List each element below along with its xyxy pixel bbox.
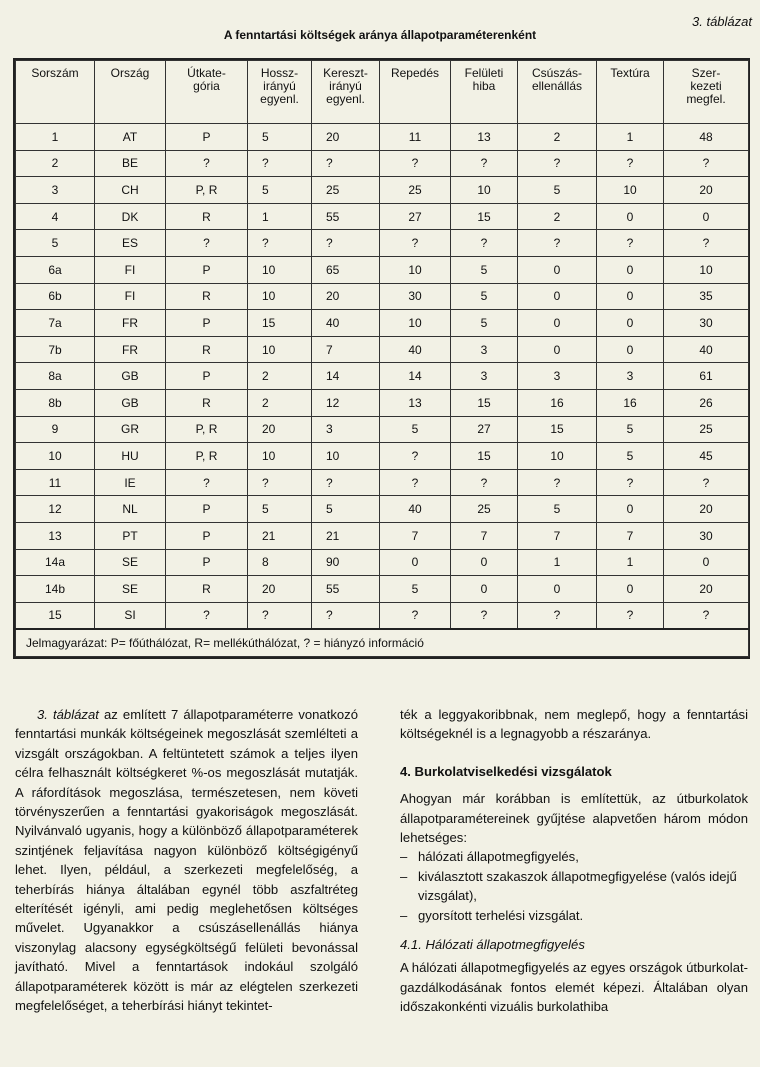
table-cell: 16 bbox=[597, 389, 664, 416]
table-cell: ? bbox=[518, 602, 597, 629]
column-header: Hossz- irányú egyenl. bbox=[248, 61, 312, 124]
table-cell: 6a bbox=[16, 256, 95, 283]
table-cell: ES bbox=[95, 230, 166, 257]
table-row bbox=[16, 256, 749, 283]
table-reference: 3. táblázat bbox=[37, 707, 99, 722]
left-text-column bbox=[15, 705, 358, 1016]
table-cell: 5 bbox=[16, 230, 95, 257]
table-cell: 11 bbox=[380, 124, 451, 151]
table-cell: 0 bbox=[664, 203, 749, 230]
table-cell: 9 bbox=[16, 416, 95, 443]
table-cell: 7 bbox=[380, 522, 451, 549]
table-cell: 12 bbox=[312, 389, 380, 416]
column-header: Csúszás- ellenállás bbox=[518, 61, 597, 124]
table-cell: 10 bbox=[248, 283, 312, 310]
table-cell: 15 bbox=[518, 416, 597, 443]
table-cell: 0 bbox=[597, 496, 664, 523]
legend-row bbox=[16, 629, 749, 657]
table-cell: CH bbox=[95, 177, 166, 204]
table-cell: 3 bbox=[451, 336, 518, 363]
table-cell: 8a bbox=[16, 363, 95, 390]
table-cell: P bbox=[166, 549, 248, 576]
table-cell: SI bbox=[95, 602, 166, 629]
table-row bbox=[16, 443, 749, 470]
table-row bbox=[16, 389, 749, 416]
table-cell: 2 bbox=[248, 389, 312, 416]
table-cell: ? bbox=[380, 230, 451, 257]
table-cell: 20 bbox=[664, 576, 749, 603]
table-cell: 5 bbox=[248, 177, 312, 204]
table-cell: R bbox=[166, 576, 248, 603]
table-cell: 3 bbox=[518, 363, 597, 390]
table-header-row bbox=[16, 61, 749, 124]
table-cell: P bbox=[166, 363, 248, 390]
table-cell: 1 bbox=[248, 203, 312, 230]
table-cell: 5 bbox=[597, 443, 664, 470]
table-cell: FI bbox=[95, 283, 166, 310]
table-cell: ? bbox=[380, 443, 451, 470]
table-cell: 7a bbox=[16, 310, 95, 337]
table-cell: 0 bbox=[597, 310, 664, 337]
table-cell: 61 bbox=[664, 363, 749, 390]
table-cell: 5 bbox=[248, 496, 312, 523]
table-row bbox=[16, 203, 749, 230]
table-cell: P bbox=[166, 256, 248, 283]
table-cell: ? bbox=[312, 602, 380, 629]
table-cell: R bbox=[166, 283, 248, 310]
column-header: Repedés bbox=[380, 61, 451, 124]
table-cell: 10 bbox=[664, 256, 749, 283]
table-row bbox=[16, 469, 749, 496]
table-cell: 10 bbox=[380, 256, 451, 283]
table-cell: 0 bbox=[597, 256, 664, 283]
table-cell: 10 bbox=[16, 443, 95, 470]
table-cell: 14b bbox=[16, 576, 95, 603]
table-cell: 3 bbox=[312, 416, 380, 443]
table-title: A fenntartási költségek aránya állapotparaméterenként bbox=[223, 28, 537, 42]
table-cell: 7b bbox=[16, 336, 95, 363]
table-row bbox=[16, 283, 749, 310]
table-cell: 1 bbox=[16, 124, 95, 151]
table-cell: 20 bbox=[664, 177, 749, 204]
table-cell: 20 bbox=[248, 576, 312, 603]
table-cell: 40 bbox=[380, 496, 451, 523]
table-row bbox=[16, 496, 749, 523]
table-cell: 13 bbox=[380, 389, 451, 416]
table-cell: P bbox=[166, 310, 248, 337]
list-item: – kiválasztott szakaszok állapotmegfigyelése (valós idejű vizsgálat), bbox=[400, 867, 748, 906]
list-item: – gyorsított terhelési vizsgálat. bbox=[400, 906, 748, 925]
table-cell: 0 bbox=[597, 336, 664, 363]
table-cell: 5 bbox=[248, 124, 312, 151]
table-cell: GB bbox=[95, 389, 166, 416]
table-cell: 0 bbox=[597, 283, 664, 310]
table-cell: ? bbox=[248, 602, 312, 629]
table-cell: P, R bbox=[166, 443, 248, 470]
table-cell: FI bbox=[95, 256, 166, 283]
table-cell: ? bbox=[451, 230, 518, 257]
column-header: Kereszt- irányú egyenl. bbox=[312, 61, 380, 124]
method-list bbox=[400, 847, 748, 925]
table-cell: 13 bbox=[451, 124, 518, 151]
body-paragraph: ték a leggyakoribbnak, nem meglepő, hogy a fenntartási költségeknél is a legnagyobb a részaránya. bbox=[400, 707, 748, 742]
table-cell: 10 bbox=[380, 310, 451, 337]
table-cell: 5 bbox=[451, 256, 518, 283]
table-cell: ? bbox=[518, 469, 597, 496]
table-cell: ? bbox=[380, 150, 451, 177]
right-text-column bbox=[400, 705, 748, 1017]
table-cell: 2 bbox=[16, 150, 95, 177]
table-cell: R bbox=[166, 203, 248, 230]
table-cell: 25 bbox=[380, 177, 451, 204]
table-cell: 48 bbox=[664, 124, 749, 151]
table-cell: ? bbox=[664, 602, 749, 629]
table-cell: 15 bbox=[451, 203, 518, 230]
table-cell: ? bbox=[451, 150, 518, 177]
table-cell: 16 bbox=[518, 389, 597, 416]
column-header: Ország bbox=[95, 61, 166, 124]
table-cell: 2 bbox=[518, 203, 597, 230]
table-cell: ? bbox=[380, 469, 451, 496]
table-cell: ? bbox=[380, 602, 451, 629]
table-cell: 14 bbox=[380, 363, 451, 390]
table-cell: 5 bbox=[380, 576, 451, 603]
table-row bbox=[16, 576, 749, 603]
table-cell: ? bbox=[312, 469, 380, 496]
table-cell: ? bbox=[664, 150, 749, 177]
table-row bbox=[16, 522, 749, 549]
table-number: 3. táblázat bbox=[692, 14, 752, 29]
column-header: Szer- kezeti megfel. bbox=[664, 61, 749, 124]
table-cell: 20 bbox=[312, 283, 380, 310]
table-cell: 0 bbox=[518, 576, 597, 603]
table-cell: 26 bbox=[664, 389, 749, 416]
table-cell: 7 bbox=[312, 336, 380, 363]
table-row bbox=[16, 124, 749, 151]
table-cell: IE bbox=[95, 469, 166, 496]
table-cell: ? bbox=[166, 230, 248, 257]
table-cell: 27 bbox=[451, 416, 518, 443]
table-cell: ? bbox=[664, 469, 749, 496]
table-cell: 0 bbox=[451, 549, 518, 576]
table-cell: 0 bbox=[518, 256, 597, 283]
table-cell: 45 bbox=[664, 443, 749, 470]
table-legend: Jelmagyarázat: P= főúthálózat, R= mellékúthálózat, ? = hiányzó információ bbox=[16, 629, 749, 657]
table-cell: 5 bbox=[597, 416, 664, 443]
table-cell: 25 bbox=[664, 416, 749, 443]
table-cell: FR bbox=[95, 336, 166, 363]
table-cell: ? bbox=[451, 602, 518, 629]
table-cell: NL bbox=[95, 496, 166, 523]
table-cell: 15 bbox=[248, 310, 312, 337]
table-cell: R bbox=[166, 389, 248, 416]
table-cell: R bbox=[166, 336, 248, 363]
table-cell: 10 bbox=[248, 443, 312, 470]
table-cell: 30 bbox=[380, 283, 451, 310]
table-cell: 10 bbox=[248, 256, 312, 283]
table-cell: 2 bbox=[248, 363, 312, 390]
table-cell: 14a bbox=[16, 549, 95, 576]
table-row bbox=[16, 602, 749, 629]
table-cell: 21 bbox=[248, 522, 312, 549]
table-cell: DK bbox=[95, 203, 166, 230]
table-cell: 10 bbox=[518, 443, 597, 470]
table-cell: 2 bbox=[518, 124, 597, 151]
table-cell: 15 bbox=[451, 389, 518, 416]
table-row bbox=[16, 416, 749, 443]
table-row bbox=[16, 336, 749, 363]
table-cell: 8 bbox=[248, 549, 312, 576]
table-cell: P bbox=[166, 124, 248, 151]
table-cell: 11 bbox=[16, 469, 95, 496]
table-cell: 40 bbox=[312, 310, 380, 337]
table-cell: 20 bbox=[248, 416, 312, 443]
column-header: Felületi hiba bbox=[451, 61, 518, 124]
table-cell: GR bbox=[95, 416, 166, 443]
table-cell: ? bbox=[166, 469, 248, 496]
table-row bbox=[16, 363, 749, 390]
table-cell: 10 bbox=[248, 336, 312, 363]
table-cell: 1 bbox=[597, 549, 664, 576]
table-cell: ? bbox=[597, 150, 664, 177]
table-cell: 40 bbox=[664, 336, 749, 363]
table-cell: 1 bbox=[518, 549, 597, 576]
cost-table bbox=[13, 58, 750, 659]
table-cell: 10 bbox=[597, 177, 664, 204]
table-cell: SE bbox=[95, 549, 166, 576]
table-cell: ? bbox=[166, 602, 248, 629]
table-cell: ? bbox=[518, 150, 597, 177]
table-cell: SE bbox=[95, 576, 166, 603]
table-cell: BE bbox=[95, 150, 166, 177]
column-header: Sorszám bbox=[16, 61, 95, 124]
column-header: Textúra bbox=[597, 61, 664, 124]
table-cell: 0 bbox=[518, 310, 597, 337]
table-cell: 3 bbox=[16, 177, 95, 204]
table-cell: 25 bbox=[312, 177, 380, 204]
table-cell: 10 bbox=[312, 443, 380, 470]
table-cell: 1 bbox=[597, 124, 664, 151]
table-cell: FR bbox=[95, 310, 166, 337]
table-cell: P, R bbox=[166, 177, 248, 204]
table-cell: 20 bbox=[312, 124, 380, 151]
table-cell: 12 bbox=[16, 496, 95, 523]
table-cell: ? bbox=[248, 150, 312, 177]
table-cell: 30 bbox=[664, 522, 749, 549]
table-cell: 13 bbox=[16, 522, 95, 549]
table-cell: 21 bbox=[312, 522, 380, 549]
table-cell: 3 bbox=[451, 363, 518, 390]
table-cell: 65 bbox=[312, 256, 380, 283]
table-cell: ? bbox=[312, 230, 380, 257]
table-cell: 35 bbox=[664, 283, 749, 310]
table-cell: 7 bbox=[518, 522, 597, 549]
table-cell: 5 bbox=[451, 310, 518, 337]
paragraph-text: az említett 7 állapotparaméterre vonatkozó fenntartási munkák költségeinek megoszlását szemlélteti a vizsgált országokban. A feltüntetett számok a teljes ilyen célra felhasznált költségkeret %-os megoszlását mutatják. A ráfordítások megoszlása, természetesen, nem követi törvényszerűen a fenntartási gyakoriságok megoszlását. Nyilvánvaló ugyanis, hogy a különböző állapotparaméterek szintjének feljavítása nagyon különböző költségigényű lehet. Ilyen, például, a szerkezeti megfelelőség, a teherbírás hiánya általában egynél több aszfaltréteg elterítését igényli, ami pedig meglehetősen költséges művelet. Ugyanakkor a csúszásellenállás hiánya viszonylag alacsony egységköltségű felületi bevonással javítható. Mivel a fenntartások indokául szolgáló állapotparaméterek között is már az elégtelen szerkezeti megfelelőséget, a teherbírási hiányt tekintet- bbox=[15, 707, 359, 1014]
table-cell: 0 bbox=[664, 549, 749, 576]
table-cell: 40 bbox=[380, 336, 451, 363]
table-cell: 15 bbox=[16, 602, 95, 629]
table-row bbox=[16, 150, 749, 177]
table-cell: HU bbox=[95, 443, 166, 470]
table-cell: 7 bbox=[597, 522, 664, 549]
table-cell: ? bbox=[312, 150, 380, 177]
body-paragraph: Ahogyan már korábban is említettük, az útburkolatok állapotparamétereinek gyűjtése alapvetően három módon lehetséges: bbox=[400, 791, 748, 846]
table-cell: ? bbox=[518, 230, 597, 257]
table-cell: 0 bbox=[451, 576, 518, 603]
table-cell: 55 bbox=[312, 576, 380, 603]
table-cell: PT bbox=[95, 522, 166, 549]
table-cell: ? bbox=[451, 469, 518, 496]
table-cell: 30 bbox=[664, 310, 749, 337]
table-cell: 8b bbox=[16, 389, 95, 416]
table-cell: 4 bbox=[16, 203, 95, 230]
table-cell: AT bbox=[95, 124, 166, 151]
table-cell: ? bbox=[597, 469, 664, 496]
table-cell: 5 bbox=[451, 283, 518, 310]
table-cell: ? bbox=[597, 230, 664, 257]
table-cell: 15 bbox=[451, 443, 518, 470]
table-cell: 14 bbox=[312, 363, 380, 390]
body-paragraph bbox=[15, 705, 358, 1016]
body-paragraph: A hálózati állapotmegfigyelés az egyes országok útburkolat-gazdálkodásának fontos elemét képezi. Általában olyan időszakonkénti vizuális burkolathiba bbox=[400, 960, 748, 1015]
table-cell: 0 bbox=[380, 549, 451, 576]
table-row bbox=[16, 230, 749, 257]
table-cell: 5 bbox=[380, 416, 451, 443]
subsection-heading: 4.1. Hálózati állapotmegfigyelés bbox=[400, 937, 585, 953]
table-row bbox=[16, 310, 749, 337]
table-cell: 7 bbox=[451, 522, 518, 549]
table-cell: 10 bbox=[451, 177, 518, 204]
table-cell: 55 bbox=[312, 203, 380, 230]
table-cell: 5 bbox=[312, 496, 380, 523]
table-cell: 6b bbox=[16, 283, 95, 310]
table-cell: ? bbox=[664, 230, 749, 257]
table-cell: P bbox=[166, 496, 248, 523]
table-cell: 0 bbox=[518, 336, 597, 363]
table-row bbox=[16, 177, 749, 204]
table-cell: ? bbox=[597, 602, 664, 629]
table-cell: ? bbox=[248, 230, 312, 257]
table-cell: 5 bbox=[518, 496, 597, 523]
table-cell: 0 bbox=[518, 283, 597, 310]
table-cell: 25 bbox=[451, 496, 518, 523]
table-cell: 27 bbox=[380, 203, 451, 230]
table-cell: 90 bbox=[312, 549, 380, 576]
table-cell: 0 bbox=[597, 576, 664, 603]
table-cell: P bbox=[166, 522, 248, 549]
table-row bbox=[16, 549, 749, 576]
table-cell: 5 bbox=[518, 177, 597, 204]
list-item: – hálózati állapotmegfigyelés, bbox=[400, 847, 748, 866]
table-cell: GB bbox=[95, 363, 166, 390]
table-cell: 20 bbox=[664, 496, 749, 523]
table-cell: ? bbox=[248, 469, 312, 496]
table-cell: P, R bbox=[166, 416, 248, 443]
section-heading: 4. Burkolatviselkedési vizsgálatok bbox=[400, 763, 612, 779]
table-cell: 0 bbox=[597, 203, 664, 230]
table-cell: ? bbox=[166, 150, 248, 177]
column-header: Útkate- gória bbox=[166, 61, 248, 124]
table-cell: 3 bbox=[597, 363, 664, 390]
